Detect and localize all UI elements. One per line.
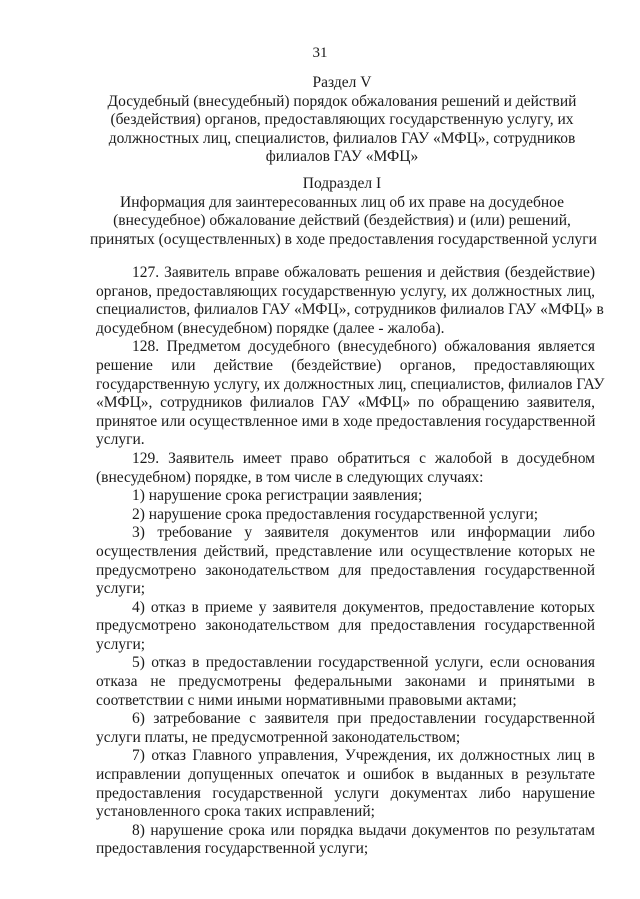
list-item: 2) нарушение срока предоставления государственной услуги;: [132, 505, 539, 523]
body-line: услуги;: [96, 580, 146, 598]
body-line: осуществления действий, представление или осуществление которых не: [96, 542, 595, 560]
body-line: «МФЦ», сотрудников филиалов ГАУ «МФЦ» по обращению заявителя,: [96, 394, 595, 412]
body-line: предусмотрено законодательством для предоставления государственной: [96, 561, 595, 579]
body-line: органов, предоставляющих государственную услугу, их должностных лиц,: [96, 282, 595, 300]
list-item: 8) нарушение срока или порядка выдачи документов по результатам: [132, 821, 595, 839]
body-line: досудебном (внесудебном) порядке (далее - жалоба).: [96, 319, 445, 337]
body-line: (внесудебном) порядке, в том числе в следующих случаях:: [96, 468, 484, 486]
body-line: исправлении допущенных опечаток и ошибок в выданных в результате: [96, 766, 595, 784]
body-line: услуги платы, не предусмотренной законодательством;: [96, 728, 461, 746]
body-line: услуги.: [96, 431, 145, 449]
page-number: 31: [312, 45, 328, 61]
list-item: 3) требование у заявителя документов или информации либо: [132, 524, 595, 542]
section-title: Раздел V: [312, 74, 372, 91]
subsection-heading-line: Информация для заинтересованных лиц об их праве на досудебное: [120, 193, 564, 211]
section-heading-line: должностных лиц, специалистов, филиалов ГАУ «МФЦ», сотрудников: [108, 129, 576, 147]
body-line: предоставления государственной услуги;: [96, 840, 369, 858]
body-line: предусмотрено законодательством для предоставления государственной: [96, 617, 595, 635]
list-item: 5) отказ в предоставлении государственной услуги, если основания: [132, 654, 595, 672]
body-text: [96, 264, 605, 859]
body-line: принятое или осуществленное ими в ходе предоставления государственной: [96, 412, 596, 430]
body-line: отказа не предусмотрены федеральными законами и принятыми в: [96, 673, 595, 691]
section-heading: [90, 74, 594, 167]
body-line: государственную услугу, их должностных лиц, специалистов, филиалов ГАУ: [96, 375, 605, 393]
body-line: услуги;: [96, 635, 146, 653]
subsection-title: Подраздел I: [302, 175, 382, 192]
section-heading-line: Досудебный (внесудебный) порядок обжалования решений и действий: [107, 92, 577, 110]
body-line: решение или действие (бездействие) органов, предоставляющих: [96, 356, 595, 374]
list-item: 4) отказ в приеме у заявителя документов, предоставление которых: [132, 598, 595, 616]
body-line: специалистов, филиалов ГАУ «МФЦ», сотрудников филиалов ГАУ «МФЦ» в: [96, 301, 604, 319]
body-line: установленного срока таких исправлений;: [96, 803, 375, 821]
list-item: 7) отказ Главного управления, Учреждения, их должностных лиц в: [132, 747, 595, 765]
body-line: 129. Заявитель имеет право обратиться с жалобой в досудебном: [132, 449, 595, 467]
subsection-heading: [90, 175, 597, 249]
list-item: 6) затребование с заявителя при предоставлении государственной: [132, 710, 595, 728]
body-line: 127. Заявитель вправе обжаловать решения и действия (бездействие): [132, 264, 595, 281]
subsection-heading-line: принятых (осуществленных) в ходе предоставления государственной услуги: [90, 230, 597, 248]
section-heading-line: (бездействия) органов, предоставляющих государственную услугу, их: [110, 111, 574, 128]
body-line: 128. Предметом досудебного (внесудебного) обжалования является: [132, 338, 595, 356]
section-heading-line: филиалов ГАУ «МФЦ»: [265, 148, 419, 165]
subsection-heading-line: (внесудебное) обжалование действий (бездействия) и (или) решений,: [113, 212, 571, 229]
body-line: предоставления государственной услуги документах либо нарушение: [96, 784, 595, 802]
list-item: 1) нарушение срока регистрации заявления;: [132, 487, 423, 505]
body-line: соответствии с ними иными нормативными правовыми актами;: [96, 691, 517, 709]
